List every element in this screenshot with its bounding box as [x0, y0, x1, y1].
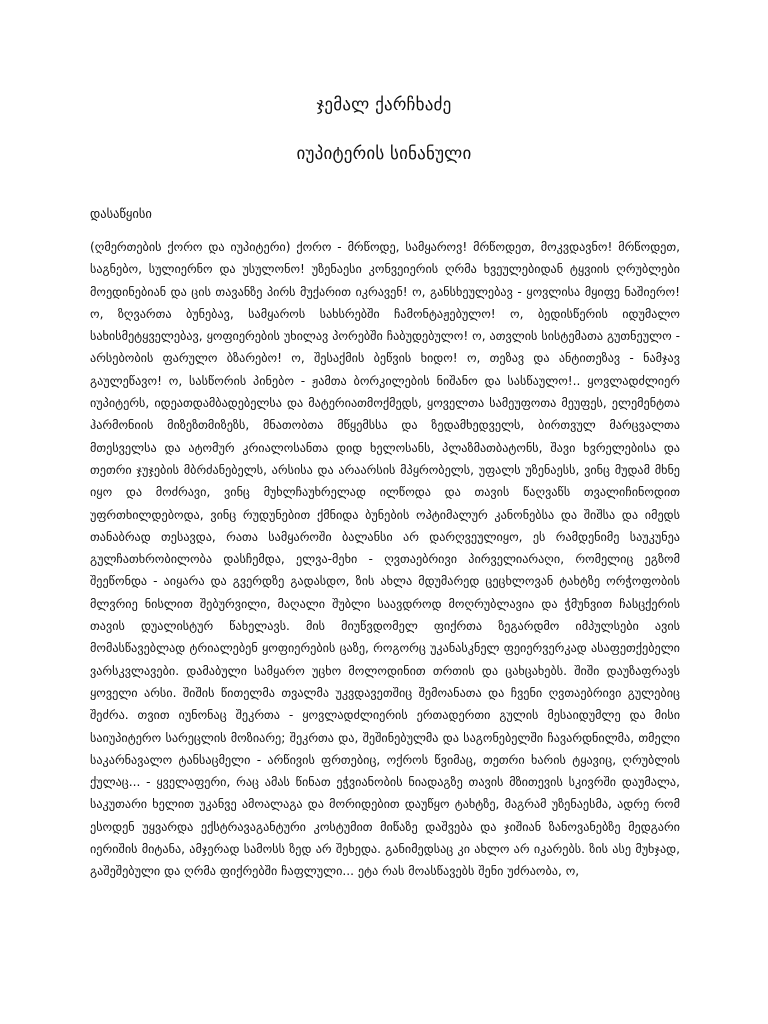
- author-name: ჯემალ ქარჩხაძე: [316, 95, 452, 115]
- document-title: იუპიტერის სინანული: [296, 144, 472, 164]
- body-paragraph: (ღმერთების ქორო და იუპიტერი) ქორო - მრწოდე, სამყაროვ! მრწოდეთ, მოკვდავნო! მრწოდეთ, საგნებო, სულიერნო და უსულონო! უზენაესი კონვეიერის ღრმა ხვეულებიდან ტყვიის ღრუბლები მოედინებიან და ცის თავანზე პირს მუქარით იკრავენ! ო, განსხეულებავ - ყოვლისა მყიფე ნაშიერო! ო, ზღვართა ბუნებავ, სამყაროს სახსრებში ჩამონტაჟებულო! ო, ბედისწერის იდუმალო სახისმეტყველებავ, ყოფიერების უხილავ პორებში ჩაბუდებულო! ო, ათვლის სისტემათა გუთნეულო - არსებობის ფარულო ბზარებო! ო, შესაქმის ბეწვის ხიდო! ო, თეზავ და ანტითეზავ - ნამჯავ გაულეწავო! ო, სასწორის პინებო - ჟამთა ბორკილების ნიშანო და სასწაულო!.. ყოვლადძლიერ იუპიტერს, იდეათდამბადებელსა და მატერიათმოქმედს, ყოველთა სამეუფოთა მეუფეს, ელემენტთა ჰარმონიის მიზეზთმიზეზს, მნათობთა მწყემსსა და ზედამხედველს, ბირთვულ მარცვალთა მთესველსა და ატომურ კრიალოსანთა დიდ ხელოსანს, პლაზმათბატონს, შავი ხვრელებისა და თეთრი ჯუჯების მბრძანებელს, არსისა და არაარსის მპყრობელს, უფალს უზენაესს, ვინც მუდამ მხნე იყო და მოძრავი, ვინც მუხლჩაუხრელად ილწოდა და თავის წაღვაწს თვალიჩინოდით უფრთხილდებოდა, ვინც რუდუნებით ქმნიდა ბუნების ოპტიმალურ კანონებსა და შიშსა და იმედს თანაბრად თესავდა, რათა სამყაროში ბალანსი არ დარღვეულიყო, ეს რამდენიმე საუკუნეა გულჩათხრობილობა დასჩემდა, ელვა-მეხი - ღვთაებრივი პირველიარაღი, რომელიც ეგზომ შეეწონდა - აიყარა და გვერდზე გადასდო, ზის ახლა მდუმარედ ცეცხლოვან ტახტზე ორჭოფობის მლვრიე ნისლით შებურვილი, მაღალი შუბლი საავდროდ მოღრუბლავია და ჭმუნვით ჩასცქერის თავის დუალისტურ წახელავს. მის მიუწვდომელ ფიქრთა ზეგარდმო იმპულსები ავის მომასწავებლად ტრიალებენ ყოფიერების ცაზე, როგორც უკანასკნელ ფეიერვერკად ასაფეთქებელი ვარსკვლავები. დამაბული სამყარო უცხო მოლოდინით თრთის და ცახცახებს. შიში დაუზაფრავს ყოველი არსი. შიშის წითელმა თვალმა უკვდავეთშიც შემოანათა და ჩვენი ღვთაებრივი გულებიც შეძრა. თვით იუნონაც შეკრთა - ყოვლადძლიერის ერთადერთი გულის მესაიდუმლე და მისი საიუპიტერო სარეცლის მოზიარე; შეკრთა და, შეშინებულმა და საგონებელში ჩავარდნილმა, თმელი საკარნავალო ტანსაცმელი - არწივის ფრთებიც, ოქროს წვიმაც, თეთრი ხარის ტყავიც, ღრუბლის ქულაც... - ყველაფერი, რაც ამას წინათ ეჭვიანობის ნიადაგზე თავის მზითევის სკივრში დაუმალა, საკუთარი ხელით უკანვე ამოალაგა და მორიდებით დაუწყო ტახტზე, მაგრამ უზენაესმა, ადრე რომ ესოდენ უყვარდა ექსტრავაგანტური კოსტუმით მიწაზე დაშვება და ჯიშიან ზანოვანებზე მედგარი იერიშის მიტანა, ამჯერად სამოსს ზედ არ შეხედა. განიმედსაც კი ახლო არ იკარებს. ზის ასე მუხჯად, გაშეშებული და ღრმა ფიქრებში ჩაფლული... ეტა რას მოასწავებს შენი უძრაობა, ო,: [90, 240, 680, 879]
- section-heading: დასაწყისი: [90, 206, 152, 221]
- body-paragraph-container: [90, 236, 680, 883]
